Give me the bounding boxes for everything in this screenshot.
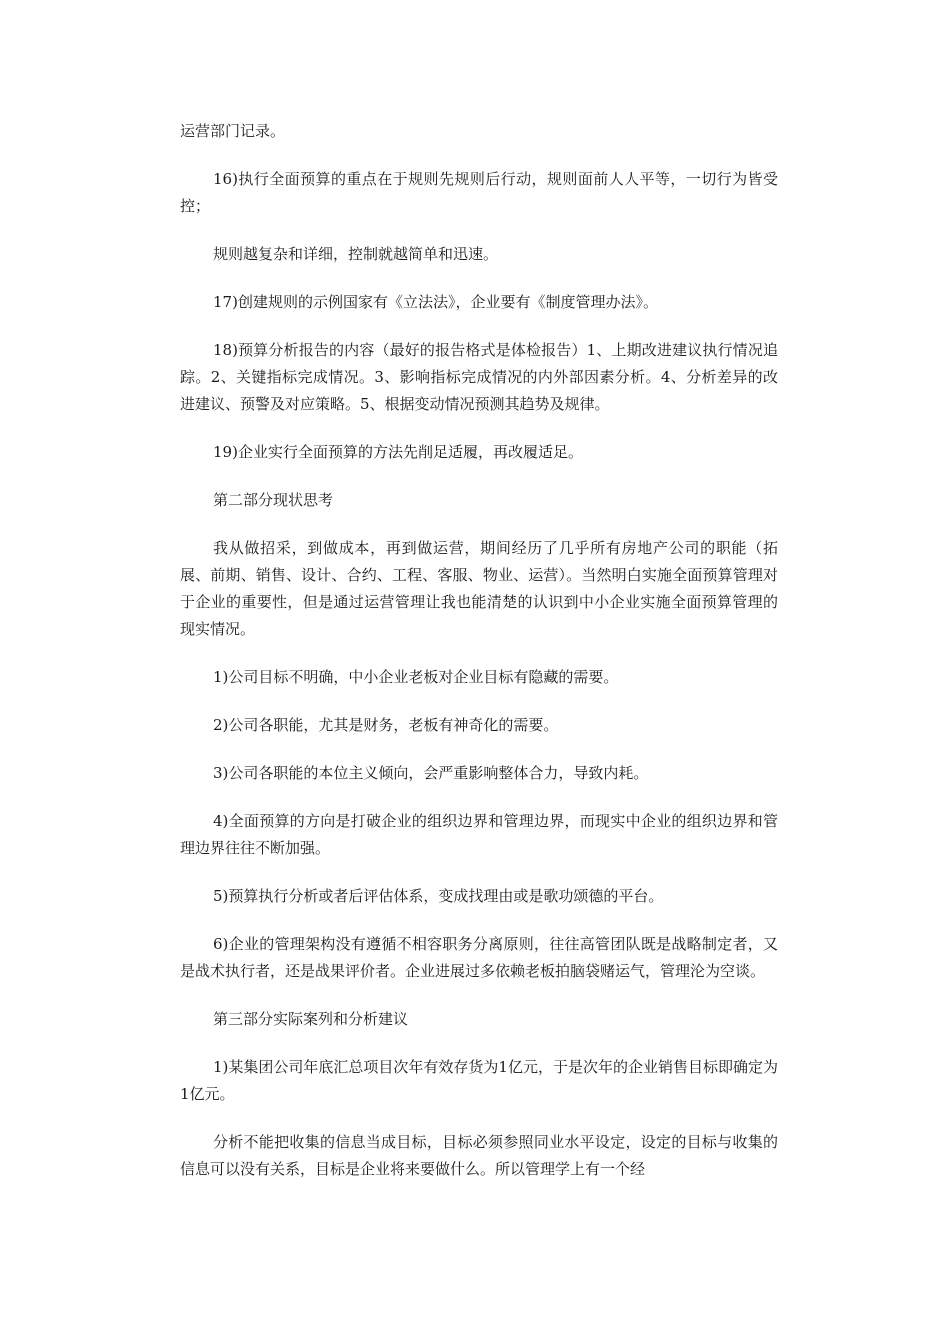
paragraph-item-17: 17)创建规则的示例国家有《立法法》，企业要有《制度管理办法》。	[213, 293, 658, 311]
document-page	[180, 118, 778, 1204]
paragraph-item-18: 18)预算分析报告的内容（最好的报告格式是体检报告）1、上期改进建议执行情况追踪。2、关键指标完成情况。3、影响指标完成情况的内外部因素分析。4、分析差异的改进建议、预警及对应策略。5、根据变动情况预测其趋势及规律。	[180, 341, 778, 413]
paragraph-point-6: 6)企业的管理架构没有遵循不相容职务分离原则，往往高管团队既是战略制定者，又是战术执行者，还是战果评价者。企业进展过多依赖老板拍脑袋赌运气，管理沦为空谈。	[180, 935, 778, 980]
paragraph-point-3: 3)公司各职能的本位主义倾向，会严重影响整体合力，导致内耗。	[213, 764, 649, 782]
paragraph-analysis: 分析不能把收集的信息当成目标，目标必须参照同业水平设定，设定的目标与收集的信息可以没有关系，目标是企业将来要做什么。所以管理学上有一个经	[180, 1133, 778, 1178]
paragraph-item-16: 16)执行全面预算的重点在于规则先规则后行动，规则面前人人平等，一切行为皆受控；	[180, 170, 778, 215]
paragraph-case-1: 1)某集团公司年底汇总项目次年有效存货为1亿元，于是次年的企业销售目标即确定为1亿元。	[180, 1058, 778, 1103]
paragraph-rules-complexity: 规则越复杂和详细，控制就越简单和迅速。	[213, 245, 499, 263]
paragraph-continuation: 运营部门记录。	[180, 122, 286, 140]
paragraph-experience: 我从做招采，到做成本，再到做运营，期间经历了几乎所有房地产公司的职能（拓展、前期、销售、设计、合约、工程、客服、物业、运营）。当然明白实施全面预算管理对于企业的重要性，但是通过运营管理让我也能清楚的认识到中小企业实施全面预算管理的现实情况。	[180, 539, 778, 638]
paragraph-point-1: 1)公司目标不明确，中小企业老板对企业目标有隐藏的需要。	[213, 668, 619, 686]
paragraph-point-4: 4)全面预算的方向是打破企业的组织边界和管理边界，而现实中企业的组织边界和管理边界往往不断加强。	[180, 812, 778, 857]
paragraph-point-2: 2)公司各职能，尤其是财务，老板有神奇化的需要。	[213, 716, 559, 734]
section-heading-part-three: 第三部分实际案列和分析建议	[213, 1010, 409, 1028]
paragraph-item-19: 19)企业实行全面预算的方法先削足适履，再改履适足。	[213, 443, 583, 461]
paragraph-point-5: 5)预算执行分析或者后评估体系，变成找理由或是歌功颂德的平台。	[213, 887, 664, 905]
section-heading-part-two: 第二部分现状思考	[213, 491, 334, 509]
